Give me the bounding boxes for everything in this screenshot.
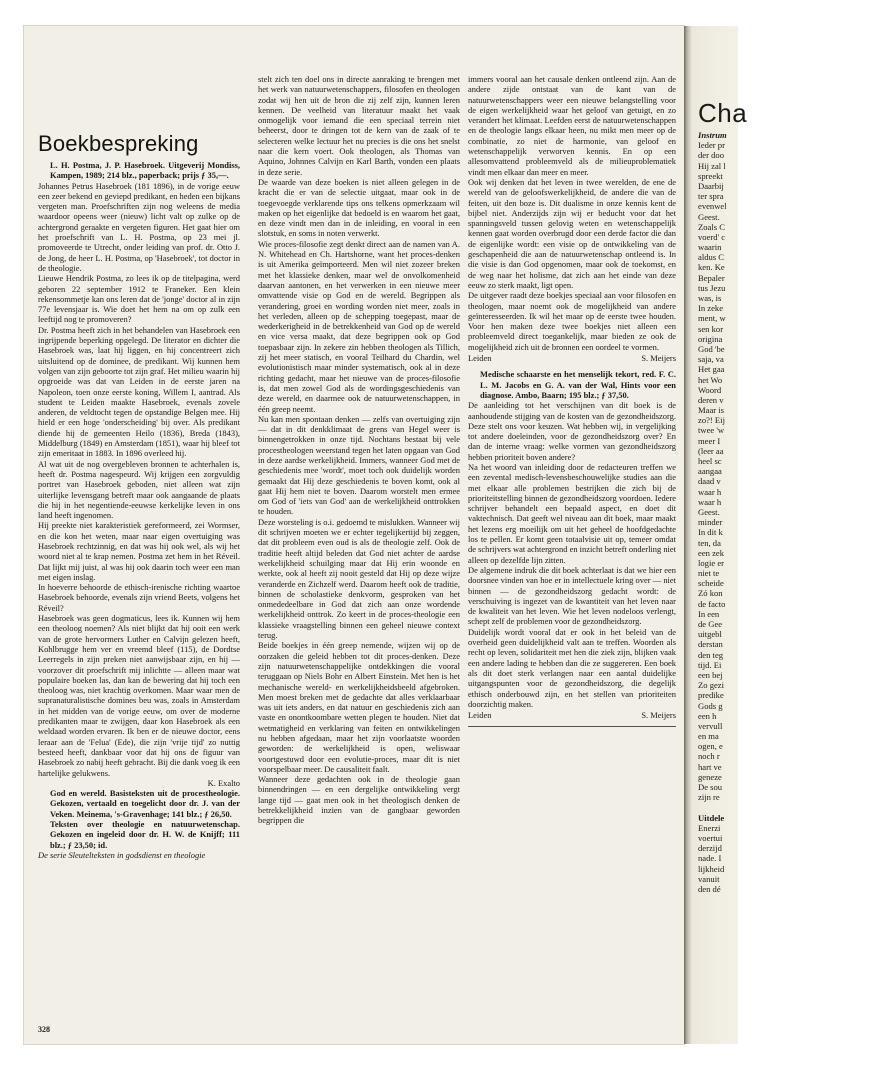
next-page-line: de facto <box>698 598 726 609</box>
column-3 <box>468 74 676 733</box>
paragraph: De uitgever raadt deze boekjes speciaal aan voor filosofen en theologen, maar noemt ook de mogelijkheid van andere geïnteresseerden. Ik wil het maar op de eerste twee houden. Voor hen maken deze twee boekjes niet alleen een probleemveld direct toegankelijk, maar bieden ze ook de mogelijkheid zich uit de bronnen een oordeel te vormen. <box>468 290 676 352</box>
review1-bibliography: L. H. Postma, J. P. Hasebroek. Uitgeverij Mondiss, Kampen, 1989; 214 blz., paperback; prijs ƒ 35,—. <box>50 160 240 181</box>
next-page-line: Instrum <box>698 130 727 140</box>
next-page-line: evenwel <box>698 201 727 212</box>
next-page-line: derzijd <box>698 843 722 854</box>
next-page-line: nade. I <box>698 853 722 864</box>
paragraph: Nu kan men spontaan denken — zelfs van overtuiging zijn — dat in dit denkklimaat de grens van Hegel weer is binnengetrokken in onze tijd. Nochtans bestaat bij vele procestheologen weerstand tegen het laten opgaan van God in deze aardse werkelijkheid. Immers, wanneer God met de geschiedenis mee 'wordt', moet toch ook duidelijk worden gemaakt dat Hij deze geschiedenis te boven komt, ook al gaat Hij hem niet te boven. Daarom worstelt men ermee om God of 'iets van God' aan de werkelijkheid onttrokken te houden. <box>258 413 460 517</box>
next-page-line: In een <box>698 608 720 619</box>
next-page-line: Geest. <box>698 211 720 222</box>
next-page-line: logie er <box>698 557 725 568</box>
paragraph: Duidelijk wordt vooral dat er ook in het beleid van de overheid geen duidelijkheid valt aan te treffen. Woorden als recht op leven, solidariteit met hen die ziek zijn, blijken vaak een andere lading te hebben dan die ze suggereren. Een boek als dit doet sterk verlangen naar een aantal duidelijke uitgangspunten voor de gezondheidszorg, die degelijk ethisch onderbouwd zijn, en het stellen van prioriteiten doorzichtig maken. <box>468 626 676 709</box>
next-page-line: het Wo <box>698 374 723 385</box>
next-page-line: ment, w <box>698 313 726 324</box>
next-page-line: zo?! Eij <box>698 415 725 426</box>
next-page-line: Geest. <box>698 506 720 517</box>
next-page-line: In zeke <box>698 303 724 314</box>
next-page-line: vanuit <box>698 873 720 884</box>
paragraph: immers vooral aan het causale denken ontleend zijn. Aan de andere zijde ontstaat van de kant van de natuurwetenschappers weer een nieuwe belangstelling voor de eigen werkelijkheid waar het geloof van getuigt, en zo verandert het klimaat. Leefden eerst de natuurwetenschappen en de theologie langs elkaar heen, nu mikt men meer op de combinatie, zo niet de harmonie, van geloof en wetenschappelijk verworven kennis. En op een allesomvattend probleemveld als de milieuproblematiek vindt men elkaar dan meer en meer. <box>468 74 676 177</box>
next-page-line: den teg <box>698 649 724 660</box>
review2-intro-text: De serie Sleutelteksten in godsdienst en theologie <box>38 849 206 860</box>
page-number: 328 <box>38 1025 50 1034</box>
review2-bibliography-2: Teksten over theologie en natuurwetenschap. Gekozen en ingeleid door dr. H. W. de Knijff; 111 blz.; ƒ 23,50; id. <box>50 819 240 850</box>
paragraph: Hij preekte niet karakteristiek gereformeerd, zei Wormser, en die kon het weten, maar naar eigen overtuiging was Hasebroek rechtzinnig, en dat was hij ook wel, als wij het woord niet al te krap nemen. Postma zet hem in het Réveil. Dat lijkt mij juist, al was hij ook daarin toch weer een man met eigen inslag. <box>38 520 240 582</box>
paragraph: Ook wij denken dat het leven in twee werelden, de ene de wereld van de geloofswerkelijkheid, de andere die van de feiten, uit den boze is. Dit dualisme in onze kennis kent de bijbel niet. Anderzijds zijn wij er beducht voor dat het spanningsveld tussen gelovig weten en wetenschappelijk kennen gaat worden overbrugd door een derde factor die dan de eigenlijke wordt: een visie op de ontwikkeling van de geschapenheid die aan de natuurwetenschap ontleend is. In die visie is dan God opgenomen, maar ook de toekomst, en de weg naar het holisme, dat zich aan het einde van deze eeuw zo sterk maakt, ligt open. <box>468 176 676 290</box>
next-page-line: ken. Ke <box>698 262 725 273</box>
next-page-line: zijn re <box>698 792 720 803</box>
next-page-line: heel sc <box>698 456 722 466</box>
next-page-line: aangaa <box>698 466 722 477</box>
next-page-line: In dit k <box>698 527 723 538</box>
next-page-line: Maar is <box>698 405 725 416</box>
next-page-line: Zoals C <box>698 221 725 232</box>
next-page-line: minder <box>698 517 723 528</box>
next-page-line: sen kor <box>698 323 724 334</box>
next-page-line: daad v <box>698 476 721 487</box>
next-page-line: Zó kon <box>698 588 723 599</box>
next-page-line: Uitdele <box>698 812 725 823</box>
next-page-line: ogen, e <box>698 741 723 752</box>
paragraph: Al wat uit de nog overgebleven bronnen te achterhalen is, heeft dr. Postma nagespeurd. Wij krijgen een zorgvuldig portret van Hasebroek geboden, niet alleen wat zijn uiterlijke levensgang betreft maar ook aangaande de plaats die hij in het negentiende-eeuwse kerkelijke leven in ons land heeft ingenomen. <box>38 458 240 521</box>
next-page-lines <box>698 130 727 894</box>
paragraph: Dr. Postma heeft zich in het behandelen van Hasebroek een ingrijpende beperking opgelegd. De literator en dichter die Hasebroek was, laat hij liggen, en hij concentreert zich uitsluitend op de dominee, de predikant. Wij kunnen hem volgen van zijn geboorte tot zijn graf. Het milieu waarin hij opgroeide was dat van Leiden in de eerste jaren na Napoleon, toen onze eerste koning, Willem I, aantrad. Als student te Leiden maakte Hasebroek, evenals zovele anderen, de veldtocht tegen de opstandige Belgen mee. Hij hield er een hoge 'onderscheiding' bij over. Als predikant diende hij de gemeenten Heilo (1836), Breda (1843), Middelburg (1849) en Amsterdam (1851), waar hij bleef tot zijn emeritaat in 1883. In 1896 overleed hij. <box>38 324 240 459</box>
next-page-line: Bepaler <box>698 272 725 283</box>
next-page-line: hart ve <box>698 761 722 772</box>
next-page-line: waarin <box>698 242 722 253</box>
review1-body <box>38 181 240 778</box>
column-1 <box>38 76 240 860</box>
paragraph: Wie proces-filosofie zegt denkt direct aan de namen van A. N. Whitehead en Ch. Hartshorne, want het proces-denken is uit Amerika geïmporteerd. Men wil niet zozeer breken met het klassieke denken, maar wel de onvolkomenheid daarvan aantonen, en het verwerken in een nieuwe meer omvattende visie op God en de wereld. Begrippen als verandering, groei en wording worden niet meer, zoals in het verleden, alleen op de schepping toegepast, maar de wederkerigheid in de betrekkenheid van God op de wereld en vice versa maakt, dat deze begrippen ook op God toepasbaar zijn. In zekere zin hebben theologen als Tillich, zij het meer statisch, en vooral Teilhard du Chardin, wel evolutionistisch maar minder systematisch, ook al in deze richting gedacht, maar het nieuwe van de proces-filosofie is, dat men zowel God als de wordingsgeschiedenis van deze wereld, en daarmee ook de natuurwetenschappen, in één greep neemt. <box>258 238 460 414</box>
paragraph: Johannes Petrus Hasebroek (181 1896), in de vorige eeuw een zeer bekend en geviерd predikant, en heden een bijkans vergeten man. Proefschriften zijn nog weleens de media waardoor opeens weer (nieuw) licht valt op zulke op de achtergrond geraakte en vergeten figuren. Het gaat hier om het proefschrift van L. H. Postma, op 23 mei jl. promoveerde te Utrecht, onder leiding van prof. dr. Otto J. de Jong, de heer L. H. Postma, op 'Hasebroek', tot doctor in de theologie. <box>38 180 240 273</box>
paragraph: De aanleiding tot het verschijnen van dit boek is de aanhoudende stijging van de kosten van de gezondheidszorg. Deze stelt ons voor keuzen. Wat hebben wij, in vergelijking tot andere doeleinden, voor de gezondheidszorg over? En dan de interne vraag: welke vormen van gezondheidszorg hebben prioriteit boven andere? <box>468 400 676 462</box>
next-page-line: tijd. Ei <box>698 659 722 670</box>
paragraph: Beide boekjes in één greep nemende, wijzen wij op de oorzaken die geleid hebben tot dit proces-denken. Deze zijn natuurwetenschappelijke ontdekkingen die vooral teruggaan op Niels Bohr en Albert Einstein. Met hen is het mechanische wereld- en werkelijkheidsbeeld afgebroken. Men moest breken met de gedachte dat alles verklaarbaar was uit iets anders, en dat natuur en geschiedenis zich aan vaste en onontkoombare wetten plegen te houden. Niet dat wetmatigheid en verklaring van feiten en ontwikkelingen nu hebben afgedaan, maar het zijn voorlaatste woorden geworden: de werkelijkheid is open, weliswaar voortgestuwd door een evolutie-proces, maar dit is niet voorspelbaar meer. De causaliteit faalt. <box>258 640 460 774</box>
next-page-title: Cha <box>698 98 748 128</box>
next-page-line: Ieder pr <box>698 140 725 151</box>
review2-signature-row <box>468 353 676 363</box>
next-page-line: een zek <box>698 547 724 558</box>
paragraph: Wanneer deze gedachten ook in de theologie gaan binnendringen — en een dergelijke ontwikkeling vergt lange tijd — gaat men ook in het theologisch denken de betrekkelijkheid inzien van de gangbaar geworden begrippen die <box>258 774 460 826</box>
review1-signature: K. Exalto <box>207 777 240 788</box>
next-page-line: God 'be <box>698 343 725 354</box>
paragraph: Lieuwe Hendrik Postma, zo lees ik op de titelpagina, werd geboren 22 september 1912 te Franeker. Een klein rekensommetje kan ons leren dat de 'jonge' doctor al in zijn 77e levensjaar is. Wie doet het hem na om op zulk een leeftijd nog te promoveren? <box>38 273 240 325</box>
next-page-line: was, is <box>698 293 722 303</box>
review2-place: Leiden <box>468 353 492 364</box>
section-title: Boekbespreking <box>38 131 199 156</box>
next-page-line: een bej <box>698 669 723 680</box>
paragraph: In hoeverre behoorde de ethisch-irenische richting waartoe Hasebroek behoorde, evenals zijn vriend Beets, volgens het Réveil? <box>38 582 240 613</box>
review2-bibliography-1: God en wereld. Basisteksten uit de procestheologie. Gekozen, vertaald en toegelicht door dr. J. van der Veken. Meinema, 's-Gravenhage; 141 blz.; ƒ 26,50. <box>50 788 240 819</box>
next-page-line: en ma <box>698 731 719 742</box>
review3-place: Leiden <box>468 710 492 721</box>
review3-signature-row <box>468 710 676 720</box>
next-page-line: origina <box>698 333 723 344</box>
next-page-line: voerd' c <box>698 231 726 242</box>
next-page-line: voertui <box>698 832 723 843</box>
next-page-line: scheide <box>698 578 724 589</box>
review2-signature: S. Meijers <box>641 353 676 364</box>
next-page-line: vervull <box>698 720 723 731</box>
paragraph: Deze worsteling is o.i. gedoemd te mislukken. Wanneer wij dit schrijven moeten we er echter tegelijkertijd bij zeggen, dat dit probleem even oud is als de theologie zelf. Ook de traditie heeft altijd beleden dat God niet achter de aardse werkelijkheid schuilging maar dat Hij erin woonde en werkte, ook al heeft zij nooit gesteld dat Hij op deze wijze veranderde en Zichzelf werd. Daarom heeft ook de traditie, binnen de scholastieke denkvorm, gesproken van het onmededeelbare in God dat zich aan onze wordende werkelijkheid onttrok. Zo keert in de proces-theologie een klassieke vraagstelling binnen een geheel nieuwe context terug. <box>258 516 460 641</box>
paragraph: Hasebroek was geen dogmaticus, lees ik. Kunnen wij hem een theoloog noemen? Als niet blijkt dat hij ooit een werk van de grote hervormers Luther en Calvijn gelezen heeft, Kohlbrugge hem ver en vreemd bleef (115), de Dordtse Leerregels in zijn preken niet aanwijsbaar zijn, en hij — voorzover dit proefschrift mij inlichtte — alleen maar wat populaire boeken las, dan kan de bewering dat hij toch een theoloog was, niet krachtig overkomen. Maar waar men de supranaturalistische domines beu was, zoals in Amsterdam in het midden van de vorige eeuw, om over de moderne predikanten maar te zwijgen, daar kon Hasebroek als een weldaad worden ervaren. Ik ben er de nieuwe doctor, eens leraar aan de 'Felua' (Ede), die zijn 'vrije tijd' zo nuttig besteed heeft, dankbaar voor dat hij ons de figuur van Hasebroek zo nabij heeft gebracht. Bij die dank voeg ik een hartelijke gelukwens. <box>38 613 240 778</box>
next-page-line: noch r <box>698 751 720 762</box>
next-page-line: Hij zal l <box>698 160 726 171</box>
next-page-line: een h <box>698 710 717 721</box>
next-page-line: de Gee <box>698 619 723 629</box>
review3-signature: S. Meijers <box>641 710 676 721</box>
next-page-line: Enerzi <box>698 822 721 833</box>
next-page-line: der doo <box>698 150 725 161</box>
next-page-line: ter spra <box>698 191 724 202</box>
column-2 <box>258 74 460 826</box>
next-page-line: den dé <box>698 883 721 894</box>
review2-intro <box>38 850 240 860</box>
paragraph: De waarde van deze boeken is niet alleen gelegen in de kracht die er van de selectie uitgaat, maar ook in de toegevoegde verklarende tips ons telkens opmerkzaam wil maken op het eigenlijke dat bedoeld is en waarom het gaat, en deze vindt men dan in de inleiding, en vooral in een slotstuk, en soms in noten verwerkt. <box>258 176 460 239</box>
next-page-line: meer I <box>698 435 721 446</box>
next-page-line: uitgebl <box>698 629 722 640</box>
column-end-rule <box>468 726 676 727</box>
next-page-line: waar h <box>698 496 722 507</box>
paragraph: Na het woord van inleiding door de redacteuren treffen we een zevental medisch-levensbeschouwelijke studies aan die met elkaar alle problemen bestrijken die zich bij de prioriteitstelling binnen de gezondheidszorg voordoen. Iedere schrijver behandelt een bepaald aspect, en doet dit vaktechnisch. Dat geeft wel niveau aan dit boek, maar maakt het lezens erg moeilijk om uit het geheel de hoofdgedachte los te pellen. Er komt geen totaalvisie uit op, temeer omdat de schrijvers wat achtergrond en inzicht betreft onderling niet alleen op dezelfde lijn zitten. <box>468 461 676 565</box>
next-page-line: deren v <box>698 394 724 405</box>
magazine-page <box>24 26 684 1044</box>
next-page-edge <box>684 26 748 1044</box>
next-page-line: derstan <box>698 639 723 650</box>
next-page-line: ten, da <box>698 537 721 548</box>
next-page-line: predike <box>698 690 724 701</box>
next-page-line: Gods g <box>698 700 723 711</box>
next-page-line: Het gaa <box>698 364 725 375</box>
next-page-line: niet te <box>698 568 720 579</box>
next-page-line: spreekt <box>698 170 723 181</box>
paragraph: stelt zich ten doel ons in directe aanraking te brengen met het werk van natuurwetenschappers, filosofen en theologen zodat wij hen uit de bron die zij zelf zijn, kunnen leren kennen. De veelheid van literatuur maakt het vaak onmogelijk voor iemand die een speciaal terrein niet beheerst, door te dringen tot de kern van de zaak of te selecteren welke lectuur het nu precies is die ons het snelst naar die kern voert. Ook theologen, als Thomas van Aquino, Johnnes Calvijn en Karl Barth, vonden een plaats in deze serie. <box>258 74 460 177</box>
next-page-line: (leer aa <box>698 445 724 456</box>
next-page-line: aldus C <box>698 252 725 263</box>
paragraph: De algemene indruk die dit boek achterlaat is dat we hier een doorsnee vinden van hoe er in intellectuele kring over — niet binnen — de gezondheidszorg gedacht wordt: de verschuiving is ingezet van de kwantiteit van het leven naar de kwaliteit van het leven. Wie het leven nodeloos verlengt, schept zelf de problemen voor de gezondheidszorg. <box>468 564 676 627</box>
next-page-line <box>698 802 727 812</box>
next-page-line: lijkheid <box>698 863 725 874</box>
next-page-line: Woord <box>698 384 722 395</box>
next-page-line: waar h <box>698 486 722 497</box>
next-page-line: Zo gezi <box>698 680 725 691</box>
review3-bibliography: Medische schaarste en het menselijk tekort, red. F. C. L. M. Jacobs en G. A. van der Wal, Hints voor een diagnose. Ambo, Baarn; 195 blz.; ƒ 37,50. <box>480 369 676 400</box>
next-page-line: twee 'w <box>698 425 725 436</box>
next-page-line: tus Jezu <box>698 282 726 293</box>
next-page-line: saja, va <box>698 354 724 365</box>
next-page-line: De sou <box>698 782 723 792</box>
next-page-line: Daarbij <box>698 180 724 191</box>
next-page-line: geneze <box>698 771 722 782</box>
